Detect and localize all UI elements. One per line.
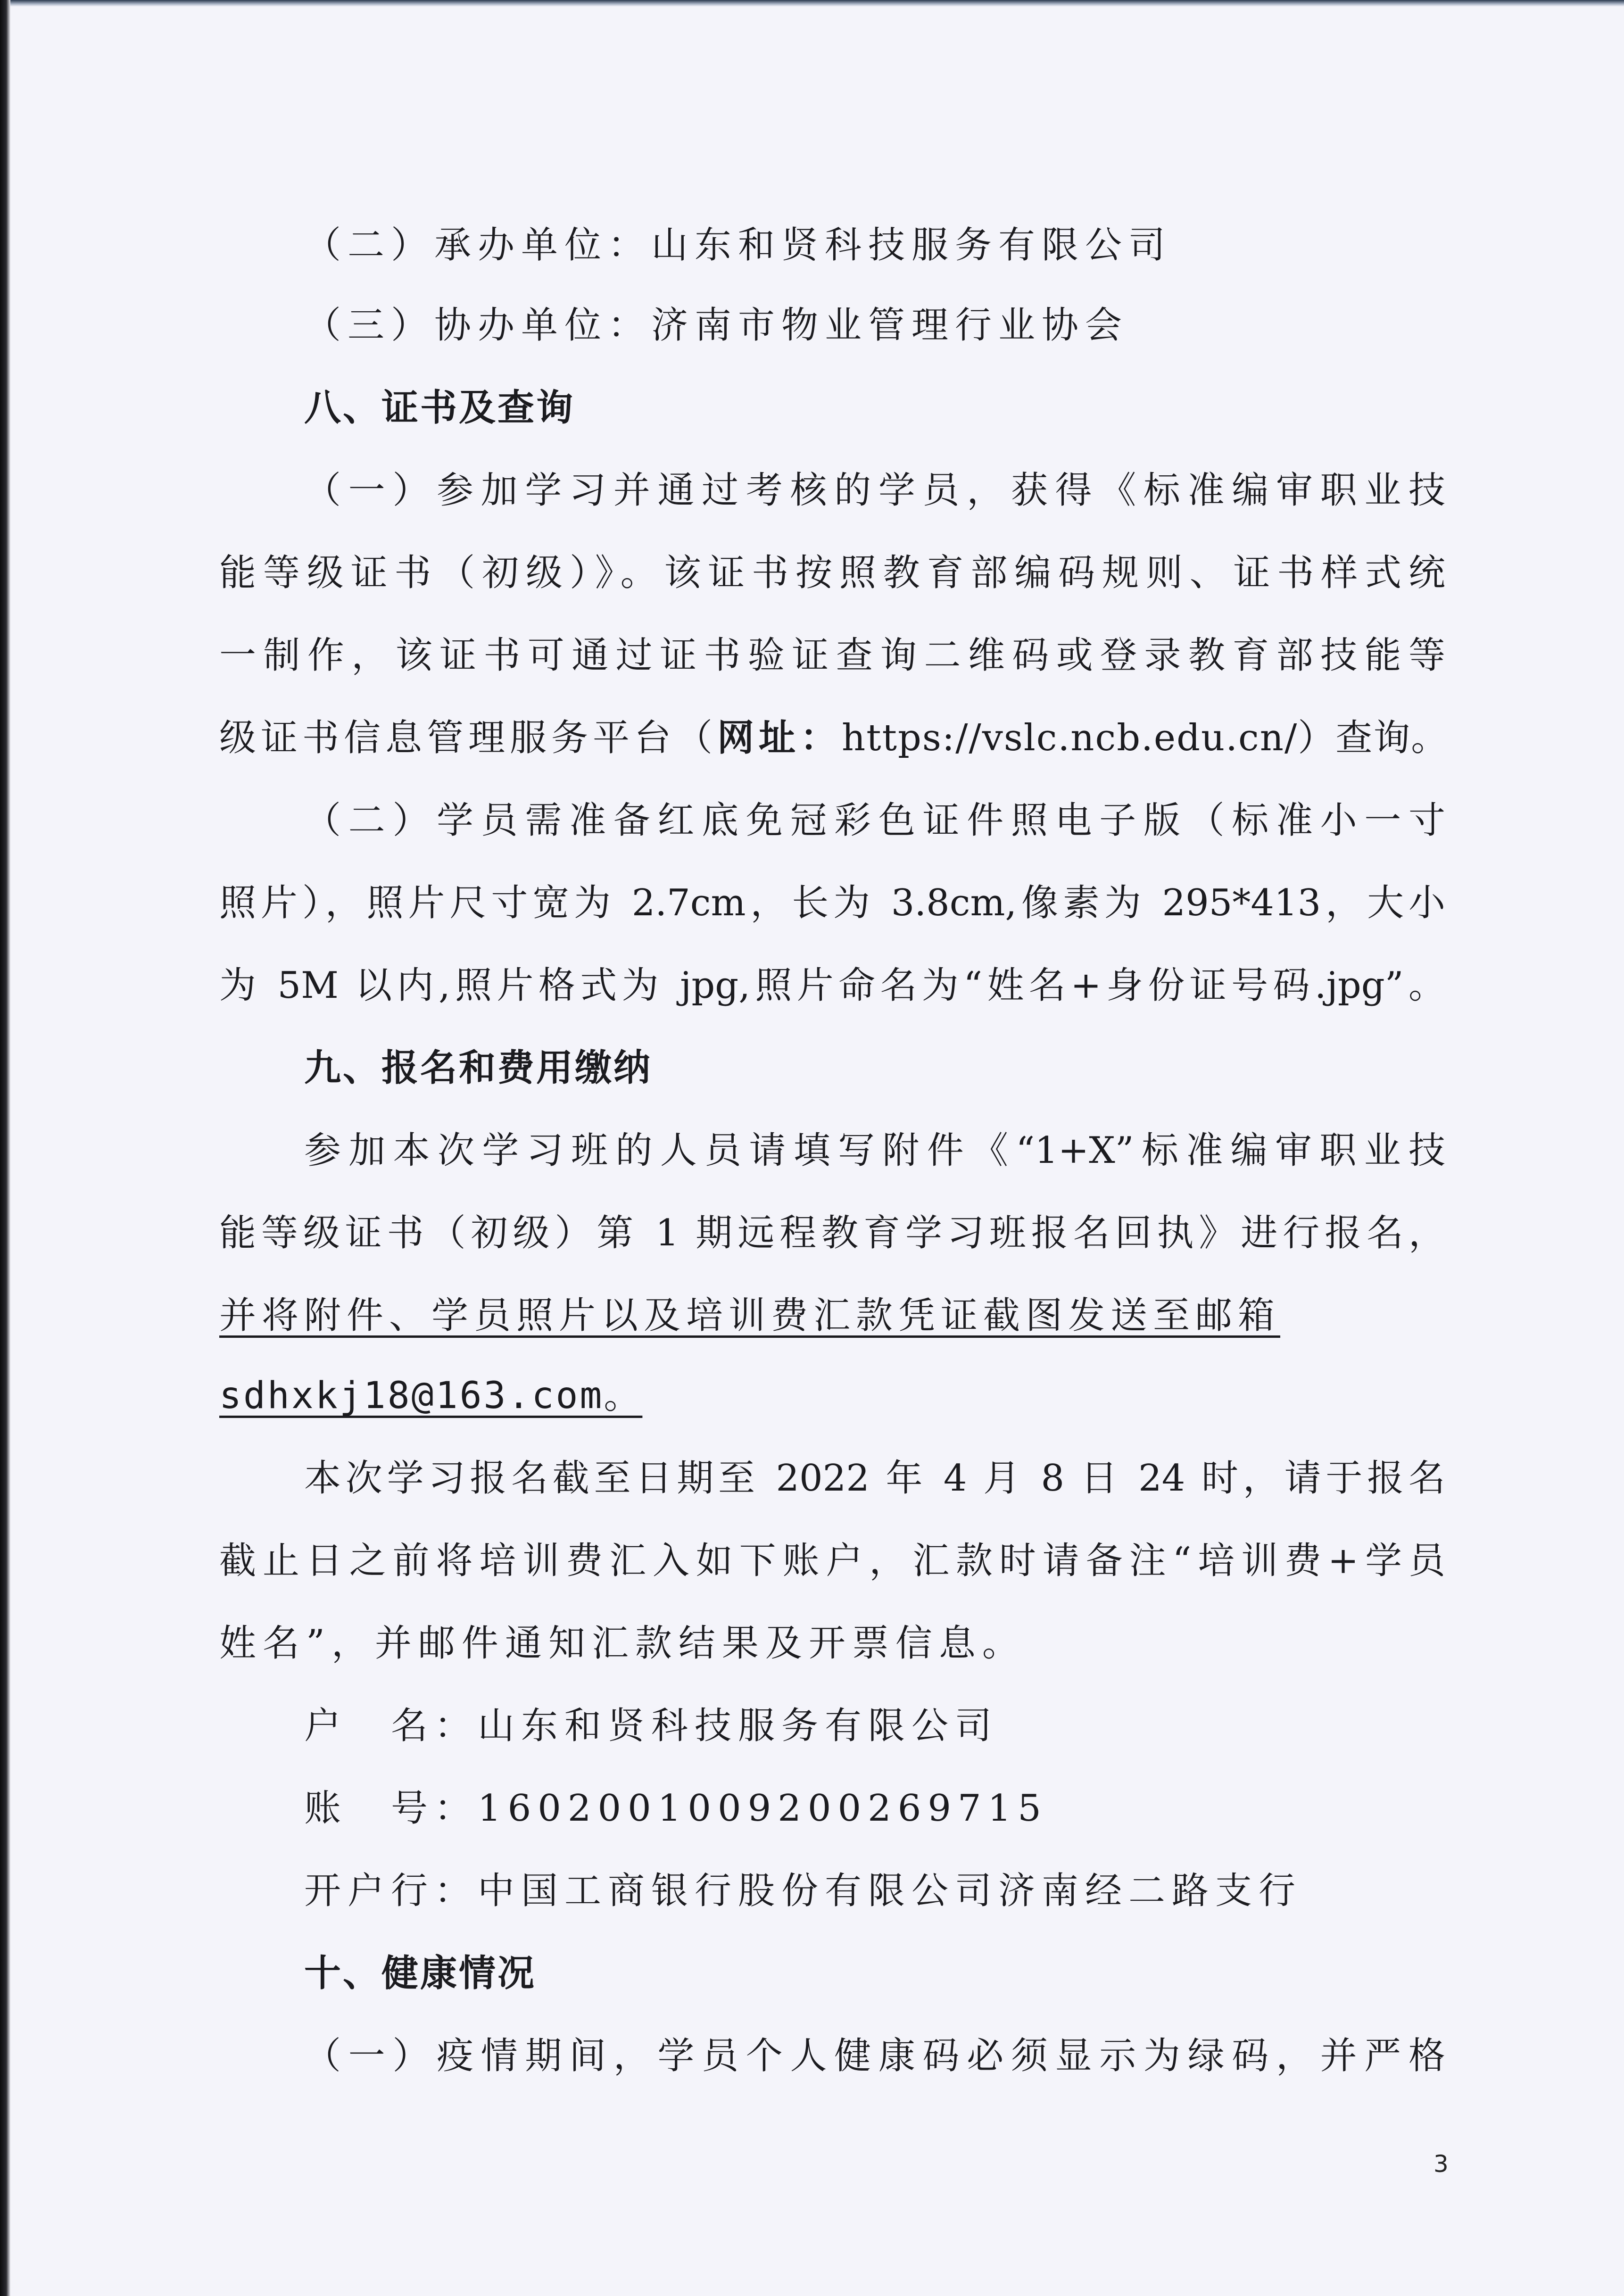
section-heading-registration: 九、报名和费用缴纳: [304, 1047, 653, 1089]
account-number-line: 账 号：1602001009200269715: [304, 1787, 1048, 1830]
account-name-line: 户 名：山东和贤科技服务有限公司: [304, 1705, 999, 1747]
bank-branch-line: 开户行：中国工商银行股份有限公司济南经二路支行: [304, 1870, 1302, 1912]
section-heading-health: 十、健康情况: [304, 1952, 537, 1995]
paragraph-line: 照片），照片尺寸宽为 2.7cm，长为 3.8cm,像素为 295*413，大小: [219, 882, 1445, 924]
page-number: 3: [1433, 2150, 1449, 2178]
paragraph-line: （一）疫情期间，学员个人健康码必须显示为绿码，并严格: [304, 2035, 1445, 2077]
paragraph-line: 截止日之前将培训费汇入如下账户，汇款时请备注“培训费+学员: [219, 1540, 1445, 1582]
paragraph-line: 参加本次学习班的人员请填写附件《“1+X”标准编审职业技: [304, 1129, 1445, 1172]
text-segment: 级证书信息管理服务平台（: [219, 717, 718, 759]
url-label: 网址：: [717, 717, 842, 759]
paragraph-line: 一制作，该证书可通过证书验证查询二维码或登录教育部技能等: [219, 634, 1445, 677]
paragraph-line: （二）学员需准备红底免冠彩色证件照电子版（标准小一寸: [304, 799, 1445, 842]
verification-url-link[interactable]: https://vslc.ncb.edu.cn/）查询。: [842, 717, 1449, 759]
paragraph-line: 姓名”，并邮件通知汇款结果及开票信息。: [219, 1622, 1026, 1665]
organizer-host-line: （二）承办单位：山东和贤科技服务有限公司: [304, 224, 1172, 266]
paragraph-line: 为 5M 以内,照片格式为 jpg,照片命名为“姓名+身份证号码.jpg”。: [219, 964, 1445, 1007]
email-link[interactable]: sdhxkj18@163.com。: [219, 1375, 643, 1417]
paragraph-line: （一）参加学习并通过考核的学员，获得《标准编审职业技: [304, 469, 1445, 512]
section-heading-certificate: 八、证书及查询: [304, 387, 575, 429]
paragraph-line-url: [219, 714, 1449, 762]
paragraph-line: 能等级证书（初级）》。该证书按照教育部编码规则、证书样式统: [219, 552, 1445, 594]
organizer-co-host-line: （三）协办单位：济南市物业管理行业协会: [304, 304, 1129, 347]
paragraph-line: 能等级证书（初级）第 1 期远程教育学习班报名回执》进行报名，: [219, 1212, 1445, 1254]
paragraph-line: 本次学习报名截至日期至 2022 年 4 月 8 日 24 时，请于报名: [304, 1457, 1445, 1500]
underlined-instruction: 并将附件、学员照片以及培训费汇款凭证截图发送至邮箱: [219, 1294, 1281, 1337]
